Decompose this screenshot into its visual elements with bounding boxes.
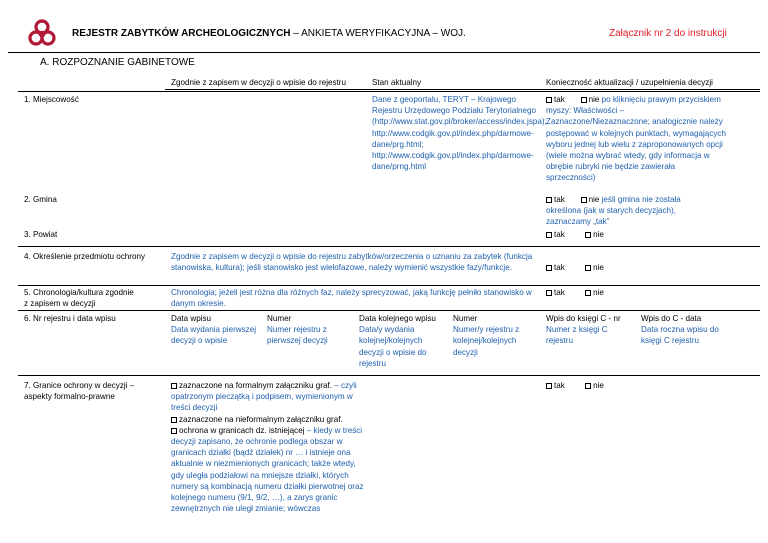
instruction-note: jeśli gmina nie została określona (jak w starych decyzjach), zaznaczamy „tak” (546, 195, 681, 227)
checkbox-icon[interactable] (585, 232, 591, 238)
row-label-miejscowosc: 1. Miejscowość (24, 95, 79, 104)
rule (165, 89, 760, 90)
checkbox-icon[interactable] (171, 383, 177, 389)
rule (18, 246, 760, 247)
option-nie: nie (593, 288, 604, 297)
update-choice-gmina (546, 194, 716, 228)
update-choice-powiat (546, 229, 604, 240)
rule (18, 375, 760, 376)
checkbox-icon[interactable] (171, 428, 177, 434)
checkbox-icon[interactable] (546, 97, 552, 103)
row-label-gmina: 2. Gmina (24, 195, 57, 204)
data-wpisu-cell: Data wpisu Data wydania pierwszej decyzji o wpisie (171, 314, 257, 346)
option-nie: nie (593, 263, 604, 272)
logo-icon (28, 18, 56, 51)
col-header-decision: Zgodnie z zapisem w decyzji o wpisie do rejestru (171, 78, 346, 87)
checkbox-icon[interactable] (585, 383, 591, 389)
option-tak: tak (554, 95, 565, 104)
checkbox-icon[interactable] (546, 265, 552, 271)
checkbox-icon[interactable] (581, 97, 587, 103)
document-title: REJESTR ZABYTKÓW ARCHEOLOGICZNYCH – ANKIETA WERYFIKACYJNA – WOJ. (72, 28, 466, 39)
row-label-chronologia: 5. Chronologia/kultura zgodnie z zapisem w decyzji (24, 288, 134, 309)
rule (18, 91, 760, 92)
rule (18, 310, 760, 311)
checkbox-icon[interactable] (546, 197, 552, 203)
okreslenie-description: Zgodnie z zapisem w decyzji o wpisie do rejestru zabytków/orzeczenia o uznaniu za zabytek (funkcja stanowiska, kultura); jeśli stanowisko jest wielofazowe, należy wymienić wszystkie fazy/funkcje. (171, 252, 533, 273)
col-header-update: Konieczność aktualizacji / uzupełnienia decyzji (546, 78, 713, 87)
row-label-okreslenie: 4. Określenie przedmiotu ochrony (24, 252, 146, 261)
row-label-nr-rejestru: 6. Nr rejestru i data wpisu (24, 314, 116, 323)
numer-cell: Numer Numer rejestru z pierwszej decyzji (267, 314, 328, 346)
checkbox-icon[interactable] (546, 383, 552, 389)
annex-label: Załącznik nr 2 do instrukcji (609, 28, 727, 39)
option-tak: tak (554, 263, 565, 272)
rule (18, 285, 760, 286)
granice-options: zaznaczone na formalnym załączniku graf. – czyli opatrzonym pieczątką i podpisem, wymienionym w treści decyzji zaznaczone na nieformalnym załączniku graf. ochrona w granicach dz. istniejącej – kiedy w treści decyzji zapisano, że ochronie podlega obszar w granicach działki (bądź działek) nr … i istnieje ona aktualnie w niezmienionych granicach; także wtedy, gdy uległa podziałowi na mniejsze działki, których numery są kombinacją numeru działki pierwotnej oraz kolejnego numeru (9/1, 9/2, …), a zarys granic zewnętrznych nie uległ zmianie; wówczas (171, 381, 364, 514)
col-header-current: Stan aktualny (372, 78, 422, 87)
update-choice-chronologia (546, 287, 604, 298)
current-state-sources: Dane z geoportalu, TERYT – Krajowego Rejestru Urzędowego Podziału Terytorialnego (http://www.stat.gov.pl/broker/access/index.jspa); http://www.codgik.gov.pl/index.php/darmowe-dane/prg.html; http://www.codgik.gov.pl/index.php/darmowe-dane/prng.html (372, 95, 547, 172)
section-title: A. ROZPOZNANIE GABINETOWE (40, 57, 195, 68)
checkbox-icon[interactable] (546, 290, 552, 296)
header-divider (8, 52, 760, 53)
checkbox-icon[interactable] (581, 197, 587, 203)
checkbox-icon[interactable] (585, 290, 591, 296)
instruction-note: po kliknięciu prawym przyciskiem myszy: Właściwości – Zaznaczone/Niezaznaczone; analogicznie należy postępować w kolejnych punktach, wymagających wyboru jednej lub wielu z zaproponowanych opcji (wiele można wybrać wtedy, gdy informacja w obrębie rubryki nie będzie zawierała sprzeczności) (546, 95, 726, 183)
option-tak: tak (554, 381, 565, 390)
checkbox-icon[interactable] (171, 417, 177, 423)
row-label-granice: 7. Granice ochrony w decyzji – aspekty formalno-prawne (24, 381, 135, 402)
row-label-powiat: 3. Powiat (24, 230, 58, 239)
update-choice-granice (546, 380, 604, 391)
checkbox-icon[interactable] (546, 232, 552, 238)
option-tak: tak (554, 288, 565, 297)
update-choice-okreslenie (546, 262, 604, 273)
ksiega-c-nr-cell: Wpis do księgi C - nr Numer z księgi C rejestru (546, 314, 621, 346)
chronologia-description: Chronologia; jeżeli jest różna dla różnych faz, należy sprecyzować, jaką funkcję pełniło stanowisko w danym okresie. (171, 288, 532, 309)
option-tak: tak (554, 230, 565, 239)
option-nie: nie (593, 230, 604, 239)
checkbox-icon[interactable] (585, 265, 591, 271)
update-choice-miejscowosc (546, 94, 726, 184)
numer-kolejny-cell: Numer Numer/y rejestru z kolejnej/kolejnych decyzji (453, 314, 520, 357)
data-kolejnego-wpisu-cell: Data kolejnego wpisu Data/y wydania kolejnej/kolejnych decyzji o wpisie do rejestru (359, 314, 436, 368)
option-nie: nie (588, 95, 600, 104)
ksiega-c-data-cell: Wpis do C - data Data roczna wpisu do księgi C rejestru (641, 314, 719, 346)
option-tak: tak (554, 195, 565, 204)
option-nie: nie (588, 195, 600, 204)
option-nie: nie (593, 381, 604, 390)
